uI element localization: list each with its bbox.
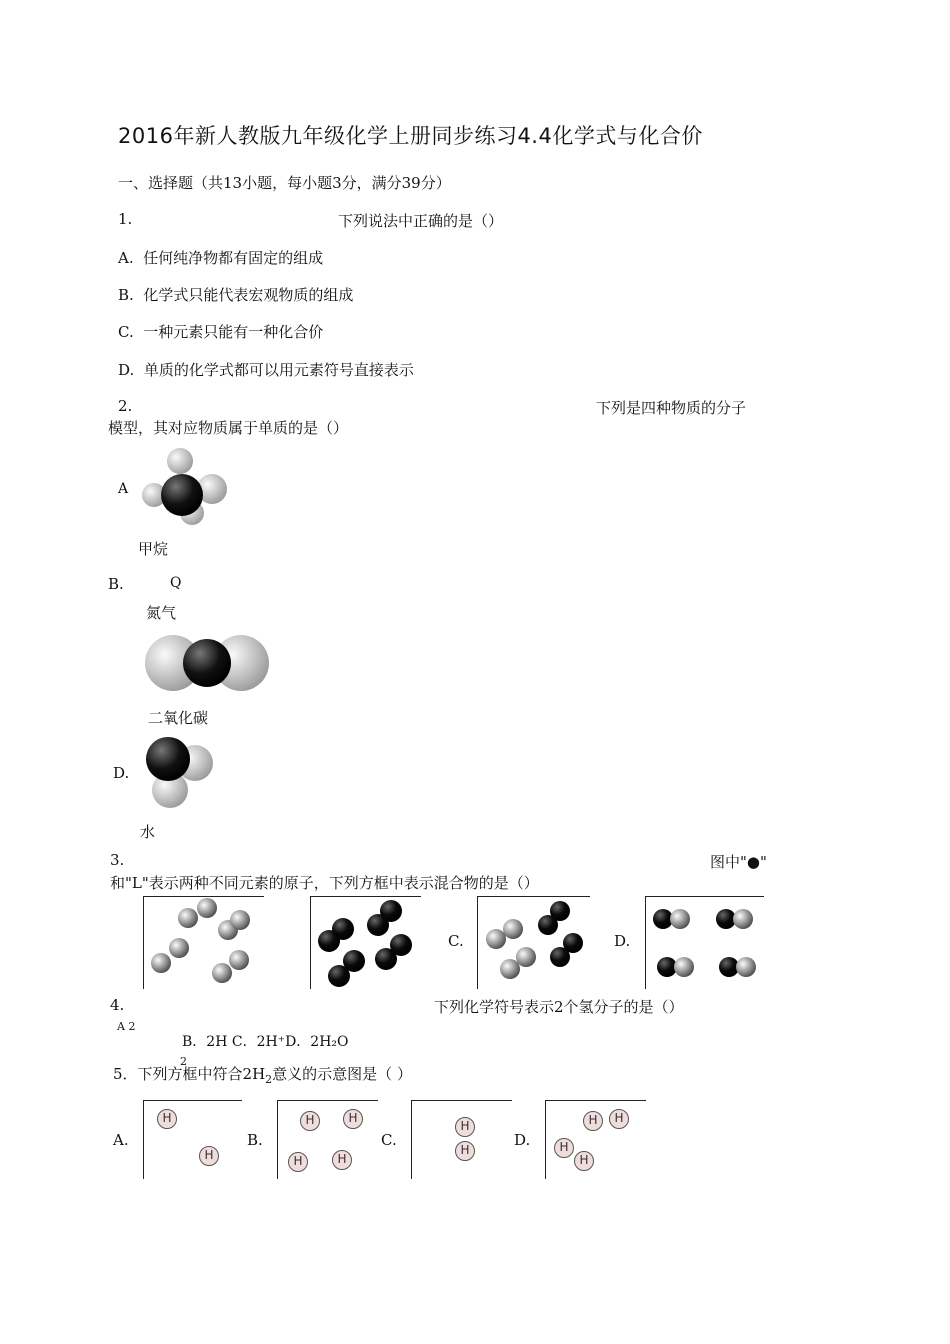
hydrogen-atom: H bbox=[554, 1138, 574, 1158]
option-label: C. bbox=[118, 323, 134, 341]
option-text: 一种元素只能有一种化合价 bbox=[143, 323, 324, 341]
carbon-dioxide-model-icon bbox=[143, 632, 271, 694]
q5-option-d-label[interactable]: D. bbox=[514, 1131, 531, 1149]
hydrogen-atom: H bbox=[455, 1141, 475, 1161]
q5-subscript: 2 bbox=[265, 1073, 273, 1086]
q3-stem-b: 和"L"表示两种不同元素的原子，下列方框中表示混合物的是（） bbox=[110, 874, 539, 892]
option-label: D. bbox=[118, 361, 135, 379]
section-heading: 一、选择题（共13小题，每小题3分，满分39分） bbox=[118, 174, 451, 192]
diatomic-molecules-icon bbox=[646, 897, 764, 989]
q3-stem-a: 图中"●" bbox=[710, 853, 767, 871]
hydrogen-atom: H bbox=[455, 1117, 475, 1137]
option-label: B. bbox=[118, 286, 134, 304]
q2-option-d-label[interactable]: D. bbox=[113, 764, 130, 782]
q2-option-b-name: 氮气 bbox=[146, 604, 177, 622]
q5-box-d[interactable] bbox=[545, 1100, 646, 1179]
q3-box-c[interactable] bbox=[477, 896, 590, 989]
q3-box-a[interactable] bbox=[143, 896, 264, 989]
q4-option-a[interactable]: A 2 bbox=[117, 1020, 136, 1033]
gray-atoms-icon bbox=[144, 897, 264, 989]
q2-number: 2. bbox=[118, 397, 133, 415]
q5-option-a-label[interactable]: A. bbox=[113, 1131, 129, 1149]
mixed-atoms-icon bbox=[478, 897, 590, 989]
q5-stem bbox=[113, 1063, 412, 1086]
page-title: 2016年新人教版九年级化学上册同步练习4.4化学式与化合价 bbox=[118, 124, 703, 148]
q5-overlap-digit: 2 bbox=[180, 1055, 187, 1068]
option-text: 单质的化学式都可以用元素符号直接表示 bbox=[143, 361, 414, 379]
hydrogen-atom: H bbox=[300, 1111, 320, 1131]
q1-stem: 下列说法中正确的是（） bbox=[338, 212, 504, 230]
hydrogen-atom: H bbox=[609, 1109, 629, 1129]
q2-option-c-name: 二氧化碳 bbox=[148, 709, 209, 727]
q5-box-b[interactable] bbox=[277, 1100, 378, 1179]
hydrogen-atom: H bbox=[157, 1109, 177, 1129]
hydrogen-atom: H bbox=[343, 1109, 363, 1129]
q2-option-a-label[interactable]: A bbox=[118, 481, 129, 497]
q5-box-a[interactable] bbox=[143, 1100, 242, 1179]
q5-option-c-label[interactable]: C. bbox=[381, 1131, 397, 1149]
option-text: 任何纯净物都有固定的组成 bbox=[143, 249, 324, 267]
q3-option-c-label[interactable]: C. bbox=[448, 932, 464, 950]
q1-option-a[interactable] bbox=[118, 247, 323, 268]
q1-option-d[interactable] bbox=[118, 359, 414, 380]
option-text: 化学式只能代表宏观物质的组成 bbox=[143, 286, 354, 304]
q4-options-rest[interactable]: B．2H C．2H⁺D．2H₂O bbox=[182, 1034, 349, 1050]
hydrogen-atom: H bbox=[583, 1111, 603, 1131]
q4-stem: 下列化学符号表示2个氢分子的是（） bbox=[434, 998, 684, 1016]
q5-stem-text: 5．下列方框中符合2H bbox=[113, 1065, 266, 1083]
hydrogen-atom: H bbox=[332, 1150, 352, 1170]
q2-option-d-name: 水 bbox=[140, 823, 156, 841]
water-model-icon bbox=[143, 737, 218, 812]
q1-option-b[interactable] bbox=[118, 284, 353, 305]
q3-box-b[interactable] bbox=[310, 896, 421, 989]
q2-option-a-name: 甲烷 bbox=[138, 540, 169, 558]
q3-number: 3. bbox=[110, 851, 125, 869]
q4-number: 4. bbox=[110, 996, 125, 1014]
q2-stem-b: 模型，其对应物质属于单质的是（） bbox=[108, 419, 349, 437]
option-label: A. bbox=[118, 249, 134, 267]
hydrogen-atom: H bbox=[199, 1146, 219, 1166]
q2-option-b-glyph: Q bbox=[170, 575, 182, 591]
methane-model-icon bbox=[140, 445, 235, 530]
q5-stem-end: 意义的示意图是（ ） bbox=[272, 1065, 412, 1083]
q3-box-d[interactable] bbox=[645, 896, 764, 989]
hydrogen-atom: H bbox=[574, 1151, 594, 1171]
q5-box-c[interactable] bbox=[411, 1100, 512, 1179]
q1-option-c[interactable] bbox=[118, 321, 323, 342]
q3-option-d-label[interactable]: D. bbox=[614, 932, 631, 950]
black-atoms-icon bbox=[311, 897, 421, 989]
q2-option-b-label[interactable]: B. bbox=[108, 575, 124, 593]
q5-option-b-label[interactable]: B. bbox=[247, 1131, 263, 1149]
hydrogen-atom: H bbox=[288, 1152, 308, 1172]
q2-stem-a: 下列是四种物质的分子 bbox=[596, 399, 747, 417]
q1-number: 1. bbox=[118, 210, 133, 228]
